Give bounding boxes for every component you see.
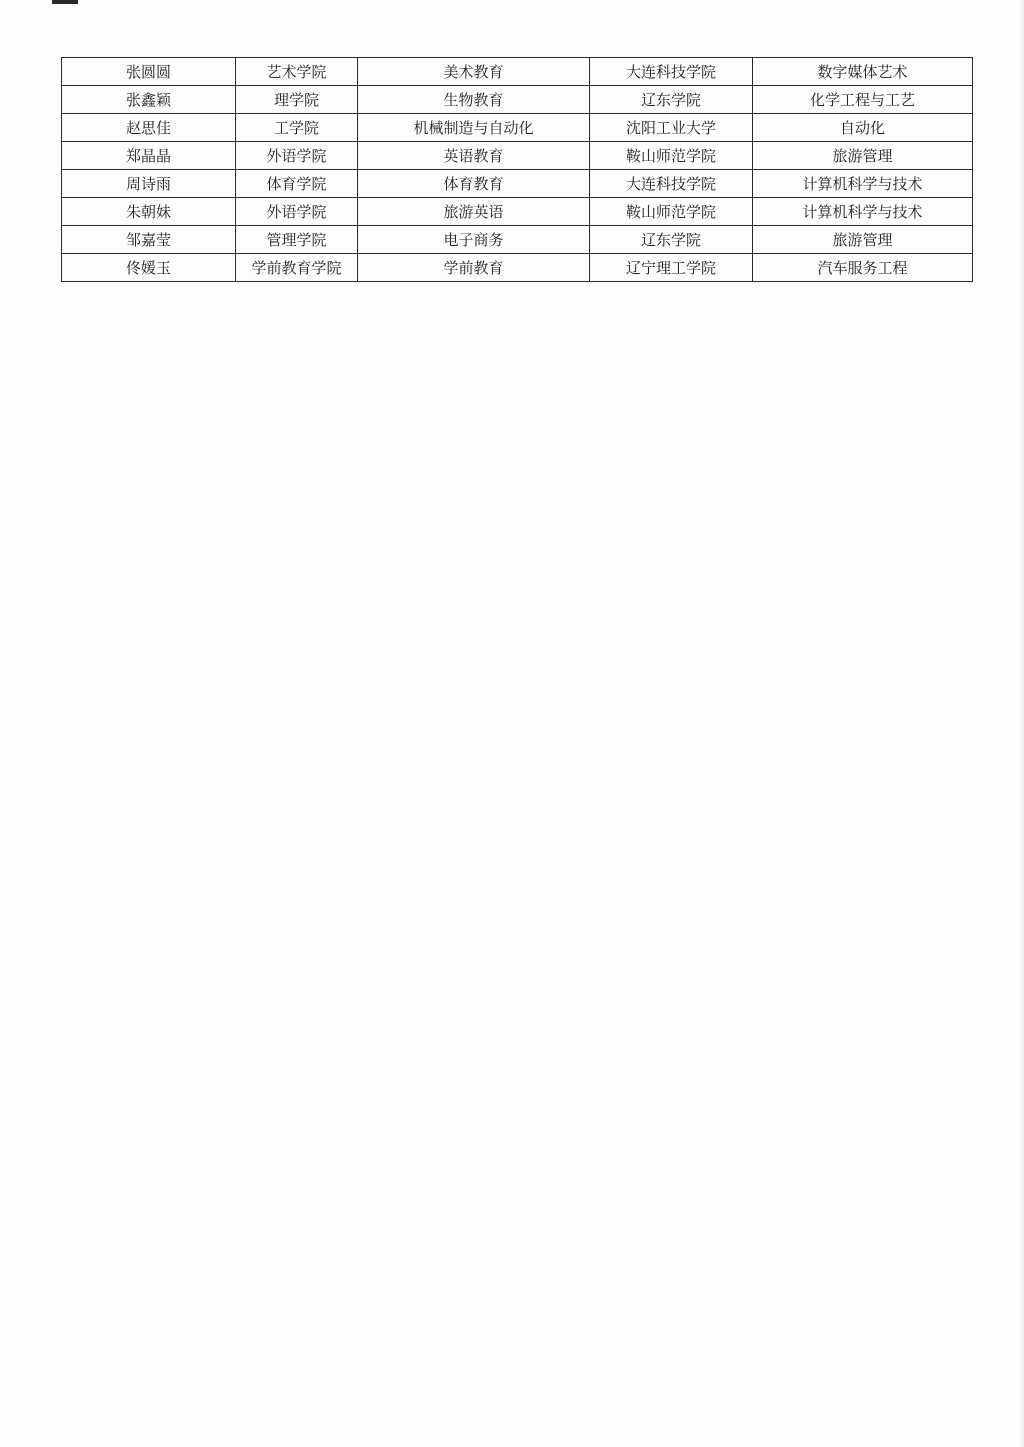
- target-school-cell: 沈阳工业大学: [590, 114, 753, 142]
- table-row: [62, 226, 973, 254]
- page-edge-shadow: [1018, 0, 1024, 1447]
- table-row: [62, 142, 973, 170]
- original-major-cell: 机械制造与自动化: [358, 114, 590, 142]
- target-school-cell: 辽宁理工学院: [590, 254, 753, 282]
- table-row: [62, 58, 973, 86]
- student-name-cell: 邹嘉莹: [62, 226, 236, 254]
- original-college-cell: 学前教育学院: [236, 254, 358, 282]
- student-name-cell: 郑晶晶: [62, 142, 236, 170]
- scan-artifact-mark: [52, 0, 78, 4]
- target-school-cell: 鞍山师范学院: [590, 142, 753, 170]
- target-major-cell: 旅游管理: [753, 142, 973, 170]
- original-college-cell: 管理学院: [236, 226, 358, 254]
- original-major-cell: 电子商务: [358, 226, 590, 254]
- target-school-cell: 辽东学院: [590, 86, 753, 114]
- target-major-cell: 数字媒体艺术: [753, 58, 973, 86]
- original-college-cell: 体育学院: [236, 170, 358, 198]
- target-school-cell: 大连科技学院: [590, 58, 753, 86]
- target-major-cell: 计算机科学与技术: [753, 198, 973, 226]
- student-name-cell: 赵思佳: [62, 114, 236, 142]
- target-school-cell: 鞍山师范学院: [590, 198, 753, 226]
- table-row: [62, 86, 973, 114]
- student-name-cell: 佟媛玉: [62, 254, 236, 282]
- student-name-cell: 朱朝妹: [62, 198, 236, 226]
- student-transfer-table: [61, 57, 973, 282]
- student-name-cell: 张圆圆: [62, 58, 236, 86]
- target-school-cell: 大连科技学院: [590, 170, 753, 198]
- original-college-cell: 工学院: [236, 114, 358, 142]
- target-major-cell: 汽车服务工程: [753, 254, 973, 282]
- table-row: [62, 254, 973, 282]
- original-major-cell: 美术教育: [358, 58, 590, 86]
- original-major-cell: 体育教育: [358, 170, 590, 198]
- original-college-cell: 外语学院: [236, 198, 358, 226]
- target-major-cell: 化学工程与工艺: [753, 86, 973, 114]
- table-row: [62, 198, 973, 226]
- original-major-cell: 英语教育: [358, 142, 590, 170]
- target-major-cell: 旅游管理: [753, 226, 973, 254]
- original-major-cell: 旅游英语: [358, 198, 590, 226]
- target-major-cell: 计算机科学与技术: [753, 170, 973, 198]
- student-name-cell: 张鑫颖: [62, 86, 236, 114]
- original-major-cell: 生物教育: [358, 86, 590, 114]
- original-college-cell: 艺术学院: [236, 58, 358, 86]
- original-college-cell: 外语学院: [236, 142, 358, 170]
- target-school-cell: 辽东学院: [590, 226, 753, 254]
- table-row: [62, 114, 973, 142]
- target-major-cell: 自动化: [753, 114, 973, 142]
- student-name-cell: 周诗雨: [62, 170, 236, 198]
- original-major-cell: 学前教育: [358, 254, 590, 282]
- table-row: [62, 170, 973, 198]
- original-college-cell: 理学院: [236, 86, 358, 114]
